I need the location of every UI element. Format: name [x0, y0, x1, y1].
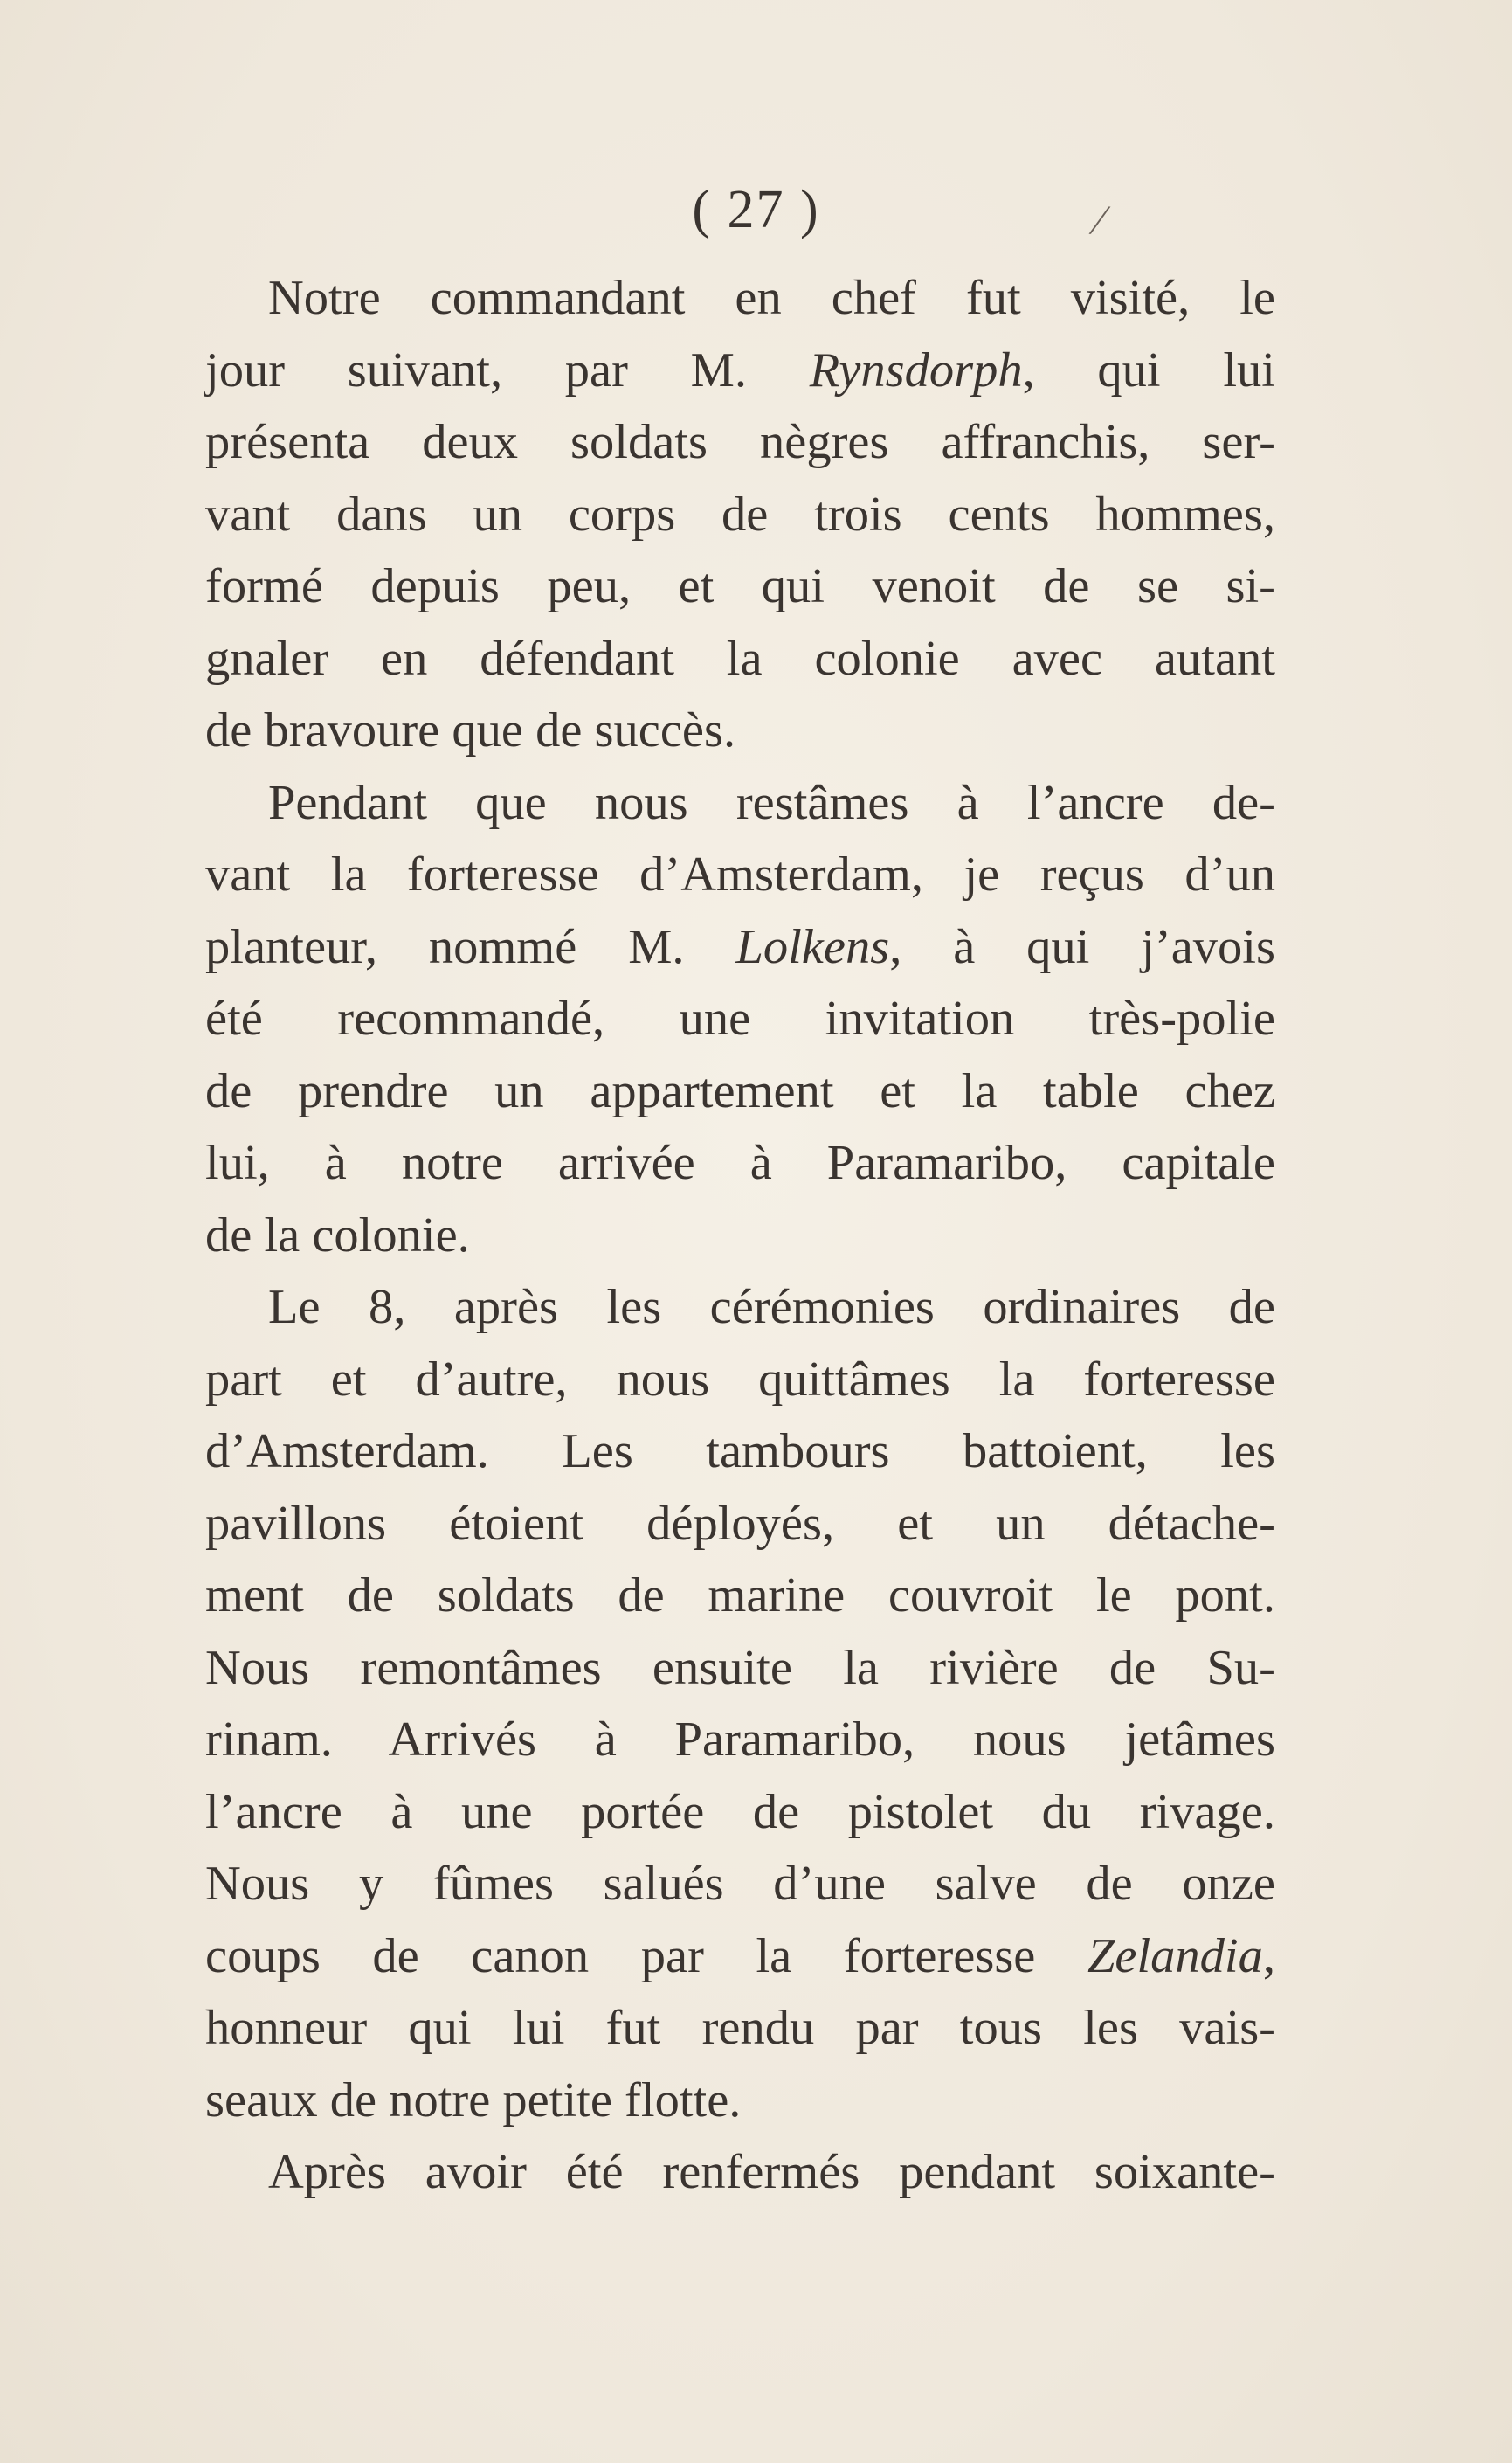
italic-name: Rynsdorph [809, 342, 1023, 398]
text-segment: coups de canon par la forteresse [205, 1928, 1087, 1983]
text-line [205, 1055, 1275, 1128]
text-line [205, 983, 1275, 1055]
text-segment: seaux de notre petite flotte. [205, 2072, 742, 2127]
text-line [205, 2065, 1275, 2137]
text-line [205, 695, 1275, 767]
text-line [205, 262, 1275, 335]
text-segment: planteur, nommé M. [205, 919, 736, 974]
text-segment: vant dans un corps de trois cents hommes, [205, 487, 1275, 542]
text-line [205, 911, 1275, 984]
text-segment: , à qui j’avois [889, 919, 1275, 974]
text-segment: formé depuis peu, et qui venoit de se si- [205, 559, 1275, 613]
text-segment: lui, à notre arrivée à Paramaribo, capitale [205, 1136, 1275, 1190]
text-segment: de bravoure que de succès. [205, 703, 736, 758]
page-number: ( 27 ) [692, 180, 820, 239]
text-line [205, 1200, 1275, 1272]
text-line [205, 623, 1275, 695]
text-line [205, 1992, 1275, 2065]
text-line [205, 335, 1275, 407]
text-line [205, 767, 1275, 840]
text-segment: l’ancre à une portée de pistolet du rivage. [205, 1784, 1275, 1839]
italic-name: Lolkens [735, 919, 890, 974]
body-text [205, 262, 1275, 2209]
italic-name: Zelandia [1087, 1928, 1263, 1983]
text-segment: Le 8, après les cérémonies ordinaires de [268, 1280, 1275, 1334]
text-segment: gnaler en défendant la colonie avec autant [205, 631, 1275, 686]
text-line [205, 1271, 1275, 1344]
text-segment: rinam. Arrivés à Paramaribo, nous jetâmes [205, 1712, 1275, 1767]
text-line [205, 1415, 1275, 1488]
text-segment: Après avoir été renfermés pendant soixante- [268, 2145, 1275, 2199]
text-segment: ment de soldats de marine couvroit le pont. [205, 1568, 1275, 1622]
text-segment: été recommandé, une invitation très-polie [205, 992, 1275, 1046]
text-segment: honneur qui lui fut rendu par tous les vais- [205, 2001, 1275, 2055]
text-line [205, 839, 1275, 911]
text-segment: Nous y fûmes salués d’une salve de onze [205, 1857, 1275, 1911]
text-segment: part et d’autre, nous quittâmes la forteresse [205, 1352, 1275, 1407]
text-line [205, 1344, 1275, 1416]
text-line [205, 550, 1275, 623]
text-line [205, 1848, 1275, 1920]
text-line [205, 479, 1275, 551]
text-segment: , qui lui [1022, 342, 1276, 398]
text-segment: de la colonie. [205, 1207, 470, 1263]
text-segment: d’Amsterdam. Les tambours battoient, les [205, 1424, 1275, 1478]
text-line [205, 1127, 1275, 1200]
text-segment: Nous remontâmes ensuite la rivière de Su- [205, 1640, 1275, 1695]
pencil-mark: ⁄ [1096, 197, 1104, 244]
text-line [205, 1488, 1275, 1560]
text-segment: vant la forteresse d’Amsterdam, je reçus d’un [205, 848, 1275, 902]
text-line [205, 2136, 1275, 2209]
text-line [205, 1632, 1275, 1705]
text-segment: Notre commandant en chef fut visité, le [268, 271, 1275, 325]
text-segment: pavillons étoient déployés, et un détache- [205, 1496, 1275, 1551]
text-segment: de prendre un appartement et la table chez [205, 1063, 1275, 1118]
text-line [205, 1776, 1275, 1849]
text-segment: , [1262, 1928, 1275, 1983]
text-segment: Pendant que nous restâmes à l’ancre de- [268, 775, 1275, 830]
text-line [205, 1560, 1275, 1632]
text-segment: présenta deux soldats nègres affranchis, ser- [205, 415, 1275, 469]
text-line [205, 406, 1275, 479]
text-segment: jour suivant, par M. [205, 342, 810, 398]
text-line [205, 1920, 1275, 1993]
text-line [205, 1704, 1275, 1776]
